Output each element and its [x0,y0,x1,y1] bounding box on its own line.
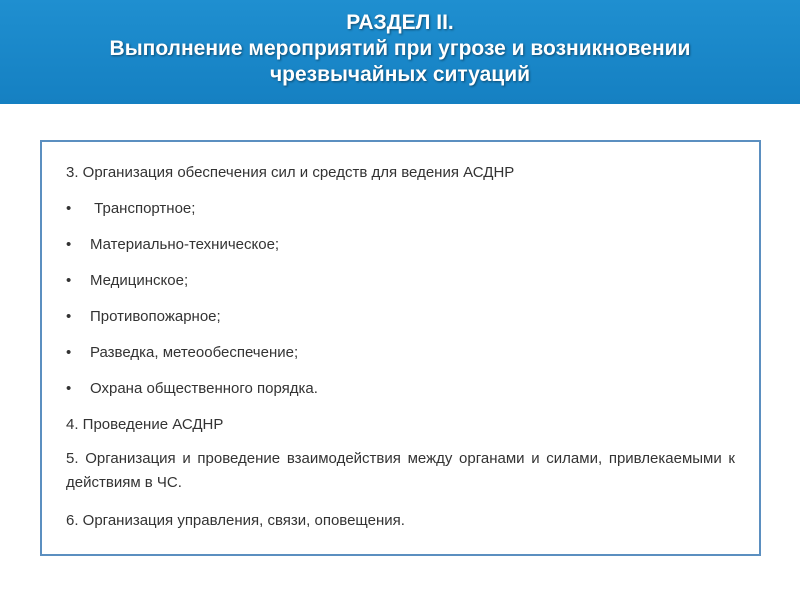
bullet-text: Разведка, метеообеспечение; [90,344,299,361]
bullet-text: Транспортное; [90,200,196,217]
bullet-text: Материально-техническое; [90,236,280,253]
item-6: 6. Организация управления, связи, оповещения. [66,512,405,529]
item-3: 3. Организация обеспечения сил и средств для ведения АСДНР [66,164,515,181]
bullet-transport [66,200,735,217]
item-4: 4. Проведение АСДНР [66,416,224,433]
slide-header [0,0,800,104]
bullet-medical [66,272,735,289]
bullet-firefighting [66,308,735,325]
bullet-text: Противопожарное; [90,308,221,325]
bullet-dot: • [66,236,72,253]
bullet-dot: • [66,380,72,397]
bullet-text: Медицинское; [90,272,189,289]
section-subtitle-line-2: чрезвычайных ситуаций [269,63,531,86]
bullet-public-order [66,380,735,397]
bullet-dot: • [66,344,72,361]
bullet-dot: • [66,200,72,217]
section-title: РАЗДЕЛ II. [346,11,454,34]
bullet-reconnaissance [66,344,735,361]
bullet-material [66,236,735,253]
bullet-dot: • [66,308,72,325]
item-5: 5. Организация и проведение взаимодействия между органами и силами, привлекаемыми к действиям в ЧС. [66,450,735,491]
content-box [40,140,761,556]
bullet-dot: • [66,272,72,289]
section-subtitle-line-1: Выполнение мероприятий при угрозе и возникновении [109,37,691,60]
bullet-text: Охрана общественного порядка. [90,380,318,397]
